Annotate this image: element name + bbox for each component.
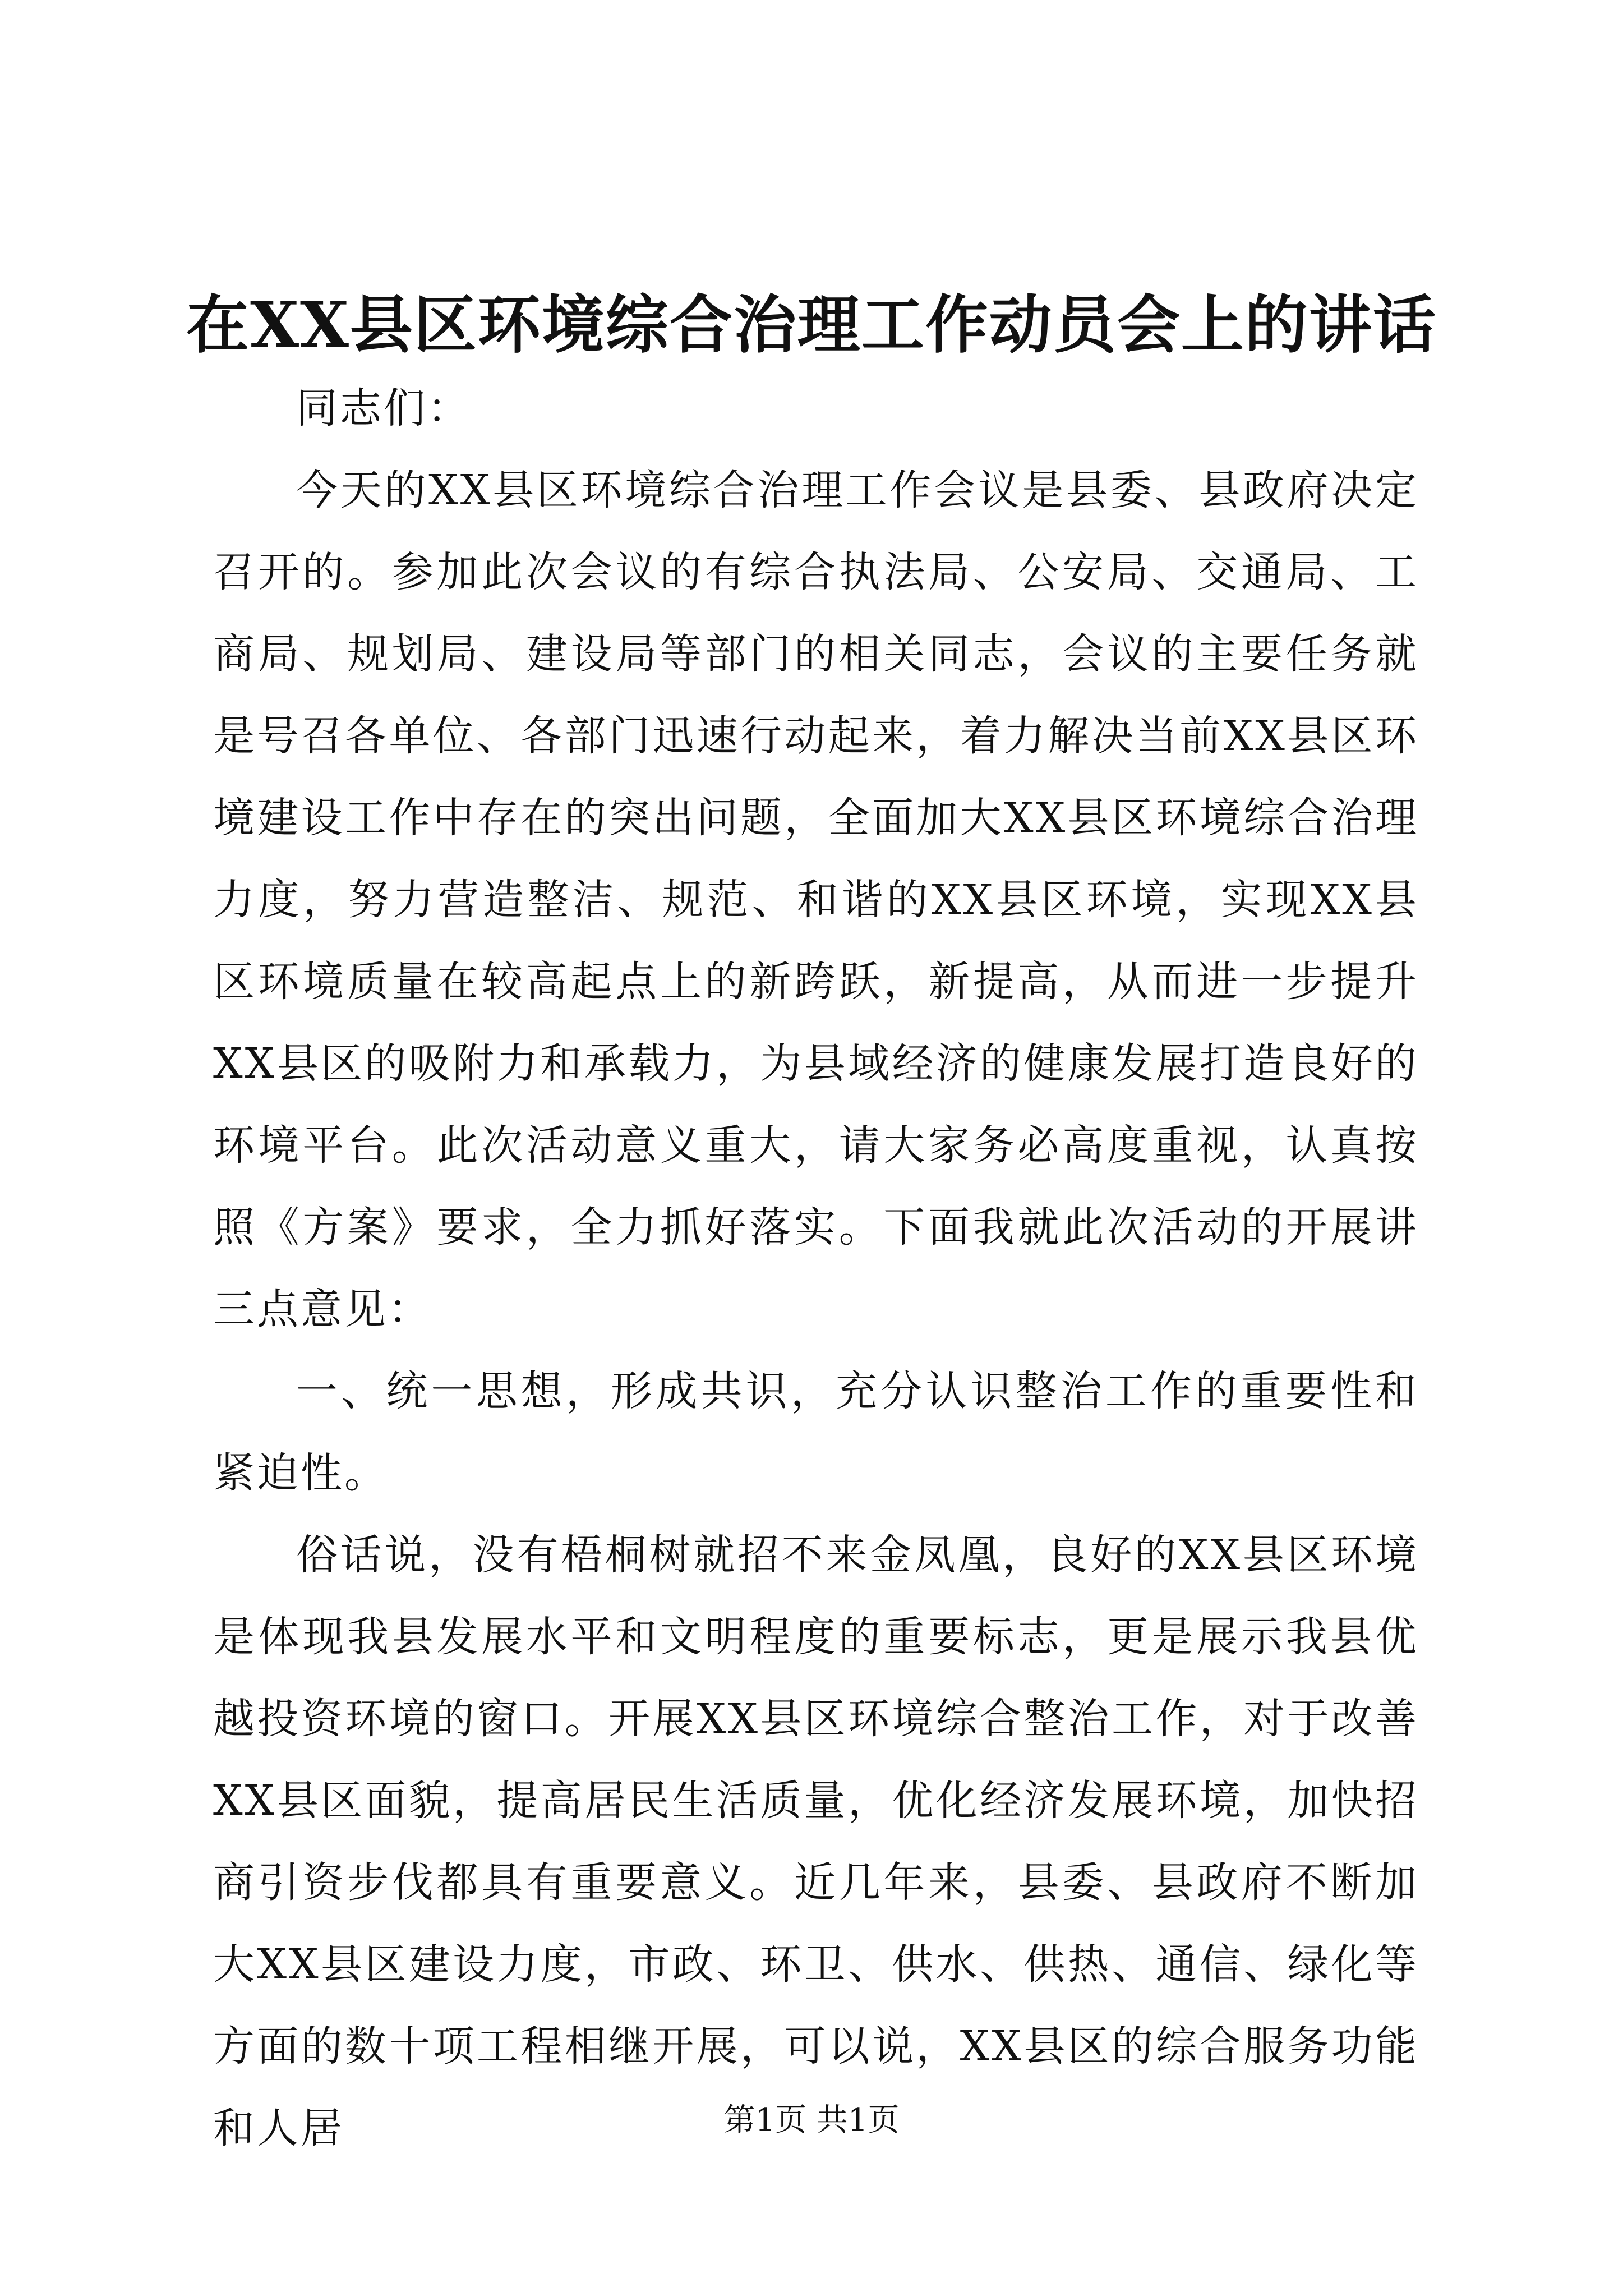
document-body xyxy=(213,367,1419,2169)
intro-paragraph: 今天的XX县区环境综合治理工作会议是县委、县政府决定召开的。参加此次会议的有综合执法局、公安局、交通局、工商局、规划局、建设局等部门的相关同志，会议的主要任务就是号召各单位、各部门迅速行动起来，着力解决当前XX县区环境建设工作中存在的突出问题，全面加大XX县区环境综合治理力度，努力营造整洁、规范、和谐的XX县区环境，实现XX县区环境质量在较高起点上的新跨跃，新提高，从而进一步提升XX县区的吸附力和承载力，为县域经济的健康发展打造良好的环境平台。此次活动意义重大，请大家务必高度重视，认真按照《方案》要求，全力抓好落实。下面我就此次活动的开展讲三点意见： xyxy=(213,466,1419,1333)
salutation-paragraph: 同志们： xyxy=(296,384,471,432)
section-heading-1: 一、统一思想，形成共识，充分认识整治工作的重要性和紧迫性。 xyxy=(213,1367,1419,1497)
page-footer: 第1页 共1页 xyxy=(723,2102,900,2138)
document-title: 在XX县区环境综合治理工作动员会上的讲话 xyxy=(186,288,1437,362)
body-paragraph: 俗话说，没有梧桐树就招不来金凤凰，良好的XX县区环境是体现我县发展水平和文明程度的重要标志，更是展示我县优越投资环境的窗口。开展XX县区环境综合整治工作，对于改善XX县区面貌，提高居民生活质量，优化经济发展环境，加快招商引资步伐都具有重要意义。近几年来，县委、县政府不断加大XX县区建设力度，市政、环卫、供水、供热、通信、绿化等方面的数十项工程相继开展，可以说，XX县区的综合服务功能和人居 xyxy=(213,1531,1419,2152)
